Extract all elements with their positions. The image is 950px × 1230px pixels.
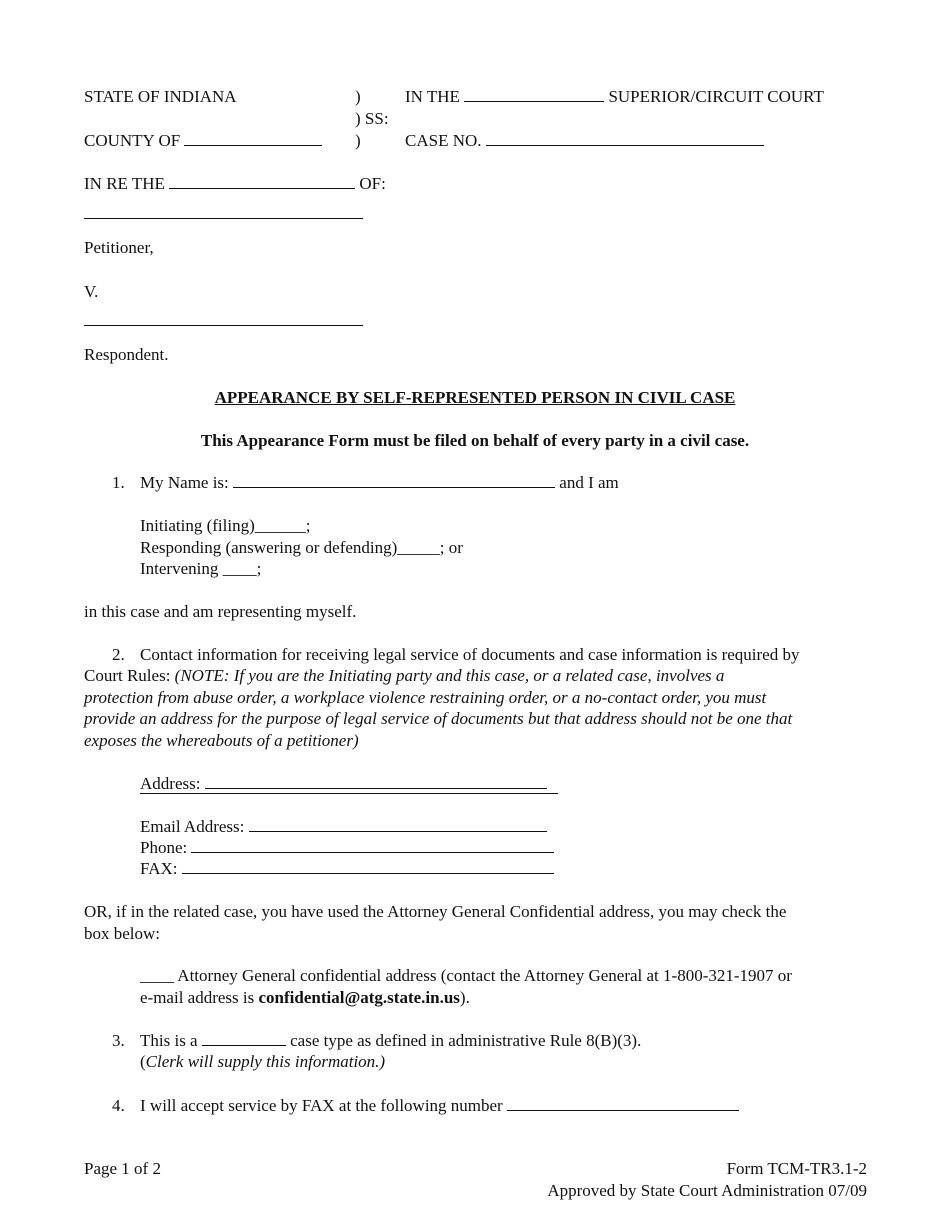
case-type-label: case type as defined in administrative Rule 8(B)(3). bbox=[290, 1031, 642, 1050]
paren: ) bbox=[355, 87, 361, 106]
item4-line bbox=[112, 1095, 739, 1116]
phone-label: Phone: bbox=[140, 838, 188, 857]
case-number-field[interactable] bbox=[486, 130, 764, 146]
fax-service-text: I will accept service by FAX at the following number bbox=[140, 1096, 503, 1115]
in-re-label: IN RE THE bbox=[84, 174, 165, 193]
page-number: Page 1 of 2 bbox=[84, 1159, 161, 1178]
case-no-label: CASE NO. bbox=[405, 131, 482, 150]
and-i-am-label: and I am bbox=[559, 473, 619, 492]
ag-email-link[interactable]: confidential@atg.state.in.us bbox=[258, 988, 460, 1007]
note-line3: protection from abuse order, a workplace violence restraining order, or a no-contact order, you must bbox=[84, 688, 767, 707]
court-rules-text: Court Rules: bbox=[84, 666, 171, 685]
court-line bbox=[405, 86, 824, 107]
paren: ) bbox=[355, 131, 361, 150]
address-field-2[interactable] bbox=[140, 793, 558, 794]
ag-line1: OR, if in the related case, you have used the Attorney General Confidential address, you may check the bbox=[84, 902, 787, 921]
item2-text: Contact information for receiving legal service of documents and case information is required by bbox=[140, 645, 800, 664]
phone-line bbox=[140, 837, 554, 858]
representing-text: in this case and am representing myself. bbox=[84, 602, 357, 621]
ag-line2: box below: bbox=[84, 924, 161, 943]
address-label: Address: bbox=[140, 774, 201, 793]
fax-label: FAX: bbox=[140, 859, 178, 878]
county-label: COUNTY OF bbox=[84, 131, 181, 150]
in-re-field[interactable] bbox=[169, 173, 355, 189]
responding-option[interactable]: Responding (answering or defending)_____; or bbox=[140, 538, 463, 557]
item-number: 1. bbox=[112, 473, 125, 492]
fax-line bbox=[140, 858, 554, 879]
item2-line1 bbox=[112, 644, 799, 665]
case-no-line bbox=[405, 130, 764, 151]
address-line bbox=[140, 773, 547, 794]
fax-service-field[interactable] bbox=[507, 1095, 739, 1111]
case-type-field[interactable] bbox=[202, 1030, 286, 1046]
approval-note: Approved by State Court Administration 07/09 bbox=[547, 1181, 867, 1200]
petitioner-name-field[interactable] bbox=[84, 218, 363, 219]
in-the-label: IN THE bbox=[405, 87, 460, 106]
email-field[interactable] bbox=[249, 816, 547, 832]
note-text: (NOTE: If you are the Initiating party and this case, or a related case, involves a bbox=[174, 666, 725, 685]
address-field[interactable] bbox=[205, 773, 547, 789]
form-subtitle: This Appearance Form must be filed on behalf of every party in a civil case. bbox=[200, 431, 750, 450]
clerk-text: Clerk will supply this information.) bbox=[145, 1052, 386, 1071]
phone-field[interactable] bbox=[191, 837, 554, 853]
note-line5: exposes the whereabouts of a petitioner) bbox=[84, 731, 359, 750]
my-name-label: My Name is: bbox=[140, 473, 229, 492]
form-number: Form TCM-TR3.1-2 bbox=[726, 1159, 867, 1178]
ag-email-prefix: e-mail address is bbox=[140, 988, 255, 1007]
fax-field[interactable] bbox=[182, 858, 554, 874]
item-number: 3. bbox=[112, 1031, 125, 1050]
state-label: STATE OF INDIANA bbox=[84, 87, 237, 106]
versus-label: V. bbox=[84, 282, 99, 301]
item-number: 2. bbox=[112, 645, 125, 664]
ag-checkbox-option[interactable]: ____ Attorney General confidential address (contact the Attorney General at 1-800-321-1907 or bbox=[140, 966, 792, 985]
petitioner-label: Petitioner, bbox=[84, 238, 154, 257]
respondent-name-field[interactable] bbox=[84, 325, 363, 326]
court-suffix-label: SUPERIOR/CIRCUIT COURT bbox=[608, 87, 824, 106]
my-name-field[interactable] bbox=[233, 472, 555, 488]
this-is-a-label: This is a bbox=[140, 1031, 198, 1050]
ag-email-suffix: ). bbox=[459, 988, 470, 1007]
county-line bbox=[84, 130, 322, 151]
ag-email-line bbox=[140, 987, 470, 1008]
clerk-paren: ( bbox=[140, 1052, 146, 1071]
in-re-line bbox=[84, 173, 386, 194]
county-field[interactable] bbox=[184, 130, 322, 146]
item-number: 4. bbox=[112, 1096, 125, 1115]
item2-line2 bbox=[84, 665, 724, 686]
ss-label: ) SS: bbox=[355, 109, 389, 128]
item1-line bbox=[112, 472, 619, 493]
form-title: APPEARANCE BY SELF-REPRESENTED PERSON IN CIVIL CASE bbox=[214, 388, 736, 407]
note-line4: provide an address for the purpose of legal service of documents but that address should not be one that bbox=[84, 709, 793, 728]
initiating-option[interactable]: Initiating (filing)______; bbox=[140, 516, 311, 535]
email-label: Email Address: bbox=[140, 817, 245, 836]
email-line bbox=[140, 816, 547, 837]
of-label: OF: bbox=[359, 174, 386, 193]
intervening-option[interactable]: Intervening ____; bbox=[140, 559, 262, 578]
clerk-note bbox=[140, 1051, 385, 1072]
court-name-field[interactable] bbox=[464, 86, 604, 102]
item3-line bbox=[112, 1030, 641, 1051]
respondent-label: Respondent. bbox=[84, 345, 169, 364]
